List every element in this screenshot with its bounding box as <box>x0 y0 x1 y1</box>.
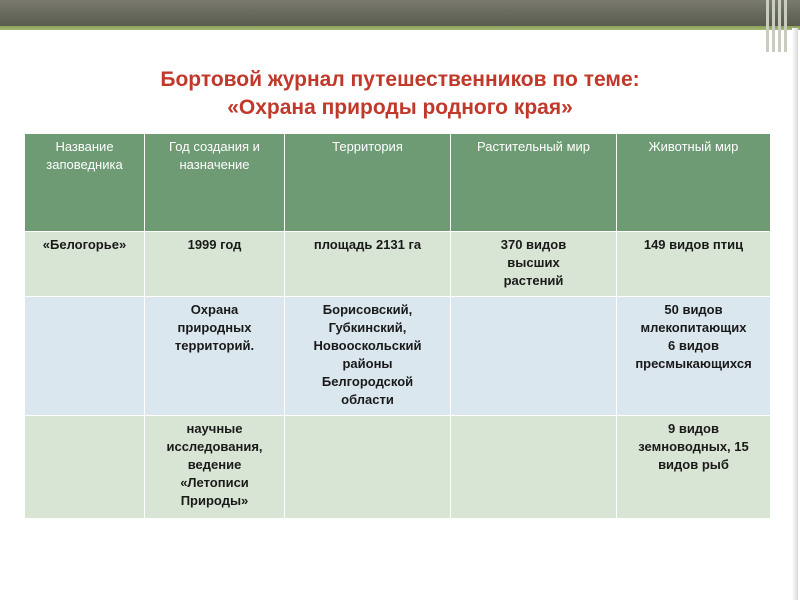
slide-title-line-1: Бортовой журнал путешественников по теме: <box>160 68 640 91</box>
cell-text: исследования, <box>166 439 263 454</box>
table-row <box>25 232 771 297</box>
table-cell <box>617 232 771 297</box>
header-text: заповедника <box>46 157 123 172</box>
table-row <box>25 297 771 416</box>
cell-text: млекопитающих <box>640 320 747 335</box>
cell-text: 50 видов <box>664 302 723 317</box>
cell-text: научные <box>186 421 243 436</box>
table-row <box>25 416 771 519</box>
corner-decoration <box>766 0 769 52</box>
cell-text: 149 видов птиц <box>643 237 744 252</box>
cell-text: Новооскольский <box>313 338 422 353</box>
slide-edge-shadow <box>792 28 798 600</box>
header-flora <box>451 134 617 232</box>
table-cell <box>451 297 617 416</box>
table-cell <box>285 232 451 297</box>
table-cell <box>617 416 771 519</box>
slide-title <box>40 66 760 122</box>
header-text: назначение <box>179 157 250 172</box>
table-cell <box>451 232 617 297</box>
header-reserve-name <box>25 134 145 232</box>
corner-decoration <box>778 0 781 52</box>
cell-text: 1999 год <box>187 237 242 252</box>
cell-text: земноводных, 15 <box>638 439 749 454</box>
corner-decoration <box>772 0 775 52</box>
cell-text: видов рыб <box>658 457 729 472</box>
corner-decoration <box>784 0 787 52</box>
cell-text: пресмыкающихся <box>635 356 752 371</box>
cell-text: «Белогорье» <box>42 237 127 252</box>
cell-text: растений <box>503 273 564 288</box>
table-cell <box>25 297 145 416</box>
cell-text: площадь 2131 га <box>313 237 422 252</box>
slide-title-line-2: «Охрана природы родного края» <box>227 96 573 119</box>
table-header-row <box>25 134 771 232</box>
cell-text: 9 видов <box>667 421 719 436</box>
cell-text: высших <box>507 255 560 270</box>
cell-text: Губкинский, <box>328 320 407 335</box>
table-cell <box>451 416 617 519</box>
cell-text: области <box>341 392 394 407</box>
cell-text: «Летописи <box>180 475 249 490</box>
cell-text: 6 видов <box>667 338 719 353</box>
cell-text: Охрана <box>190 302 239 317</box>
header-territory <box>285 134 451 232</box>
table-cell <box>145 416 285 519</box>
cell-text: Белгородской <box>321 374 414 389</box>
table-cell <box>145 232 285 297</box>
cell-text: районы <box>342 356 393 371</box>
header-text: мир <box>566 139 590 154</box>
header-text: Территория <box>332 139 403 154</box>
header-text: Растительный <box>477 139 563 154</box>
cell-text: Борисовский, <box>322 302 413 317</box>
travel-journal-table <box>24 133 771 519</box>
table-cell <box>145 297 285 416</box>
table-cell <box>25 416 145 519</box>
cell-text: 370 видов <box>500 237 567 252</box>
top-accent-stripe <box>0 26 800 30</box>
table-cell <box>285 416 451 519</box>
cell-text: Природы» <box>180 493 249 508</box>
header-text: Год создания и <box>169 139 260 154</box>
header-year-purpose <box>145 134 285 232</box>
header-fauna <box>617 134 771 232</box>
header-text: Название <box>55 139 114 154</box>
header-text: Животный мир <box>648 139 739 154</box>
table-cell <box>285 297 451 416</box>
cell-text: природных <box>177 320 252 335</box>
cell-text: ведение <box>187 457 242 472</box>
table-cell <box>25 232 145 297</box>
table-cell <box>617 297 771 416</box>
cell-text: территорий. <box>174 338 255 353</box>
top-decorative-band <box>0 0 800 26</box>
